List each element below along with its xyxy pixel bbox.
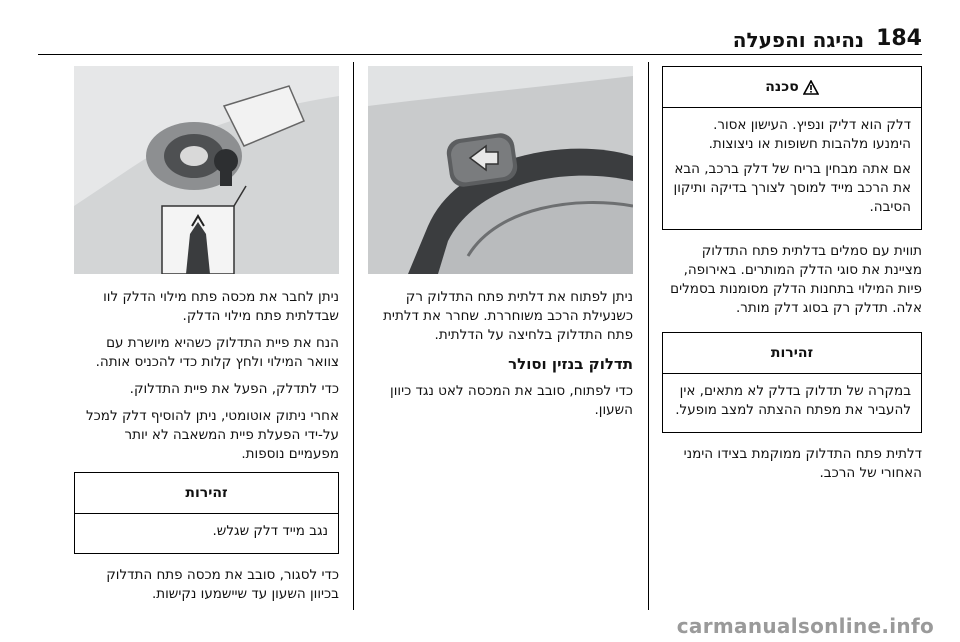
caution-box-left-header [75,473,338,514]
left-column [74,66,339,612]
warning-triangle-icon [803,80,819,95]
chapter-title: נהיגה והפעלה [732,28,864,52]
right-column [662,66,922,491]
danger-text-2: אם אתה מבחין בריח של דלק ברכב, הבא את הרכב מייד למוסך לצורך בדיקה ותיקון הסיבה. [673,161,911,215]
open-cap-paragraph: כדי לפתוח, סובב את המכסה לאט נגד כיוון השעון. [390,383,633,418]
page-header [0,0,960,56]
refuel-subheading: תדלוק בנזין וסולר [508,355,633,373]
caution-box-left-title: זהירות [185,484,228,501]
caution-box-right [662,332,922,433]
middle-column [368,66,633,428]
column-divider-right [648,62,649,610]
flap-location-paragraph: דלתית פתח התדלוק ממוקמת בצידו הימני האחורי של הרכב. [683,446,922,481]
topup-paragraph: אחרי ניתוק אוטומטי, ניתן להוסיף דלק למכל על-ידי הפעלת פיית המשאבה לא יותר מפעמיים נוספות. [86,408,339,462]
open-flap-paragraph: ניתן לפתוח את דלתית פתח התדלוק רק כשנעילת הרכב משוחררת. שחרר את דלתית פתח התדלוק בלחיצה על הדלתית. [383,289,633,343]
danger-text-1: דלק הוא דליק ונפיץ. העישון אסור. הימנעו מלהבות חשופות או ניצוצות. [708,117,911,152]
caution-box-right-body [663,374,921,432]
fuel-cap-figure [74,66,339,274]
page-number: 184 [876,26,922,51]
fuel-flap-figure [368,66,633,274]
column-divider-left [353,62,354,610]
caution-right-text: במקרה של תדלוק בדלק לא מתאים, אין להעביר את מפתח ההצתה למצב מופעל. [675,383,911,418]
caution-box-right-title: זהירות [770,344,814,361]
tether-paragraph: ניתן לחבר את מכסה פתח מילוי הדלק לוו שבדלתית פתח מילוי הדלק. [103,289,339,324]
caution-box-left-body [75,514,338,553]
watermark: carmanualsonline.info [676,614,934,638]
danger-box [662,66,922,230]
danger-box-title: סכנה [765,78,799,95]
fuel-cap-illustration [74,66,339,274]
danger-box-body [663,108,921,229]
insert-nozzle-paragraph: הנח את פיית התדלוק כשהיא מיושרת עם צוואר המילוי ולחץ קלות כדי להכניס אותה. [95,335,339,370]
caution-left-text: נגב מייד דלק שגלש. [212,523,328,539]
fuel-label-paragraph: תווית עם סמלים בדלתית פתח התדלוק מציינת את סוגי הדלק המותרים. באירופה, פיות המילוי בתחנות הדלק מסומנות בסמלים אלה. תדלק רק בסוג דלק מותר. [670,243,922,316]
fuel-flap-illustration [368,66,633,274]
caution-box-left [74,472,339,554]
operate-nozzle-paragraph: כדי לתדלק, הפעל את פיית התדלוק. [129,381,339,397]
caution-box-right-header [663,333,921,374]
danger-box-header [663,67,921,108]
header-rule [38,54,922,55]
close-cap-paragraph: כדי לסגור, סובב את מכסה פתח התדלוק בכיוון השעון עד שיישמעו נקישות. [106,567,339,602]
